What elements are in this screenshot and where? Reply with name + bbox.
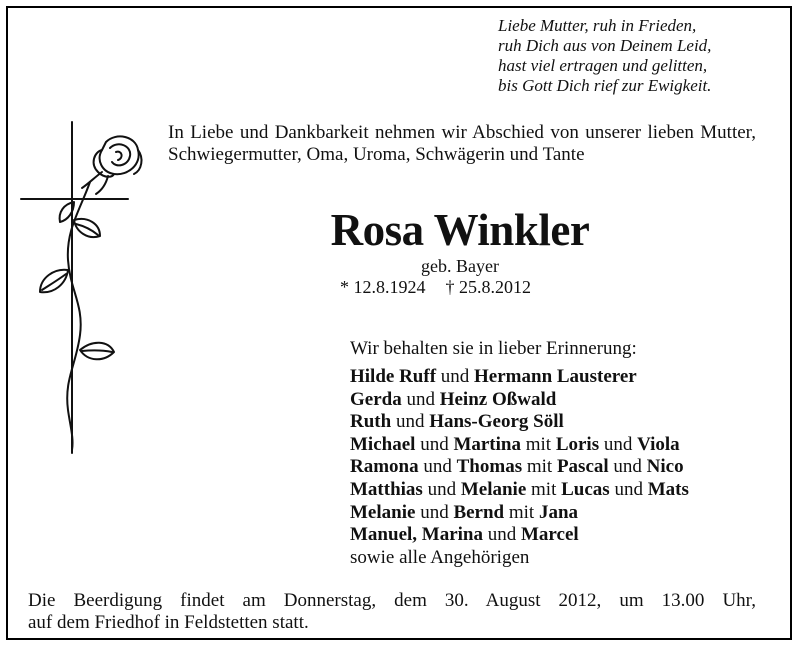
- family-row: [350, 502, 770, 525]
- family-connector: und: [608, 456, 647, 478]
- funeral-line: Die Beerdigung findet am Donnerstag, dem 30. August 2012, um 13.00 Uhr,: [28, 590, 756, 611]
- remembrance-line: Wir behalten sie in lieber Erinnerung:: [350, 338, 637, 359]
- family-row: [350, 479, 770, 502]
- family-member-name: Hermann Lausterer: [474, 366, 637, 387]
- family-member-name: Melanie: [350, 501, 416, 523]
- poem-line: hast viel ertragen und gelitten,: [498, 56, 708, 75]
- family-connector: mit: [504, 501, 539, 523]
- funeral-notice: [28, 590, 756, 634]
- family-member-name: Ramona: [350, 456, 419, 478]
- family-connector: und: [483, 524, 521, 546]
- family-member-name: Marcel: [521, 524, 579, 546]
- family-member-name: Gerda: [350, 388, 402, 410]
- poem-line: ruh Dich aus von Deinem Leid,: [498, 36, 712, 55]
- family-connector: und: [599, 433, 638, 455]
- family-member-name: Hans-Georg Söll: [429, 411, 564, 433]
- cross-with-rose-icon: [18, 120, 158, 455]
- birth-date: * 12.8.1924: [340, 277, 426, 297]
- family-connector: und: [415, 433, 454, 455]
- family-member-name: Hilde Ruff: [350, 366, 437, 387]
- family-connector: und: [609, 478, 648, 500]
- family-member-name: Ruth: [350, 411, 392, 433]
- family-connector: und: [401, 388, 440, 410]
- family-connector: mit: [520, 433, 556, 455]
- family-member-name: Thomas: [456, 456, 523, 478]
- family-member-name: Mats: [647, 478, 689, 500]
- intro-text: In Liebe und Dankbarkeit nehmen wir Abschied von unserer lieben Mutter, Schwiegermutter, Oma, Uroma, Schwägerin und Tante: [168, 122, 756, 165]
- family-member-name: Lucas: [561, 478, 610, 500]
- poem: [498, 16, 788, 96]
- family-row: [350, 547, 770, 570]
- maiden-name: geb. Bayer: [421, 256, 499, 276]
- deceased-name: Rosa Winkler: [330, 205, 590, 255]
- family-member-name: Loris: [555, 433, 600, 455]
- family-connector: und: [415, 501, 454, 523]
- family-connector: mit: [526, 478, 562, 500]
- family-connector: und: [422, 478, 461, 500]
- family-member-name: Martina: [453, 433, 521, 455]
- poem-line: Liebe Mutter, ruh in Frieden,: [498, 16, 697, 35]
- life-dates: [340, 276, 600, 298]
- family-row: [350, 434, 770, 457]
- family-connector: mit: [522, 456, 557, 478]
- family-connector: und: [418, 456, 457, 478]
- family-member-name: Matthias: [350, 478, 423, 500]
- family-member-name: Manuel, Marina: [350, 524, 483, 546]
- family-connector: und: [391, 411, 430, 433]
- funeral-line: auf dem Friedhof in Feldstetten statt.: [28, 612, 309, 633]
- family-row: [350, 366, 770, 389]
- family-member-name: Viola: [637, 433, 680, 455]
- family-row: [350, 411, 770, 434]
- family-row: [350, 524, 770, 547]
- family-member-name: Pascal: [556, 456, 609, 478]
- family-member-name: Jana: [538, 501, 579, 523]
- family-list: [350, 366, 770, 569]
- family-member-name: Bernd: [453, 501, 505, 523]
- family-connector: sowie alle Angehörigen: [350, 546, 530, 568]
- family-member-name: Michael: [350, 433, 416, 455]
- family-row: [350, 456, 770, 479]
- family-member-name: Melanie: [460, 478, 527, 500]
- family-row: [350, 389, 770, 412]
- family-member-name: Nico: [646, 456, 684, 478]
- family-member-name: Heinz Oßwald: [439, 388, 557, 410]
- death-date: † 25.8.2012: [445, 277, 531, 297]
- family-connector: und: [436, 366, 475, 387]
- poem-line: bis Gott Dich rief zur Ewigkeit.: [498, 76, 712, 95]
